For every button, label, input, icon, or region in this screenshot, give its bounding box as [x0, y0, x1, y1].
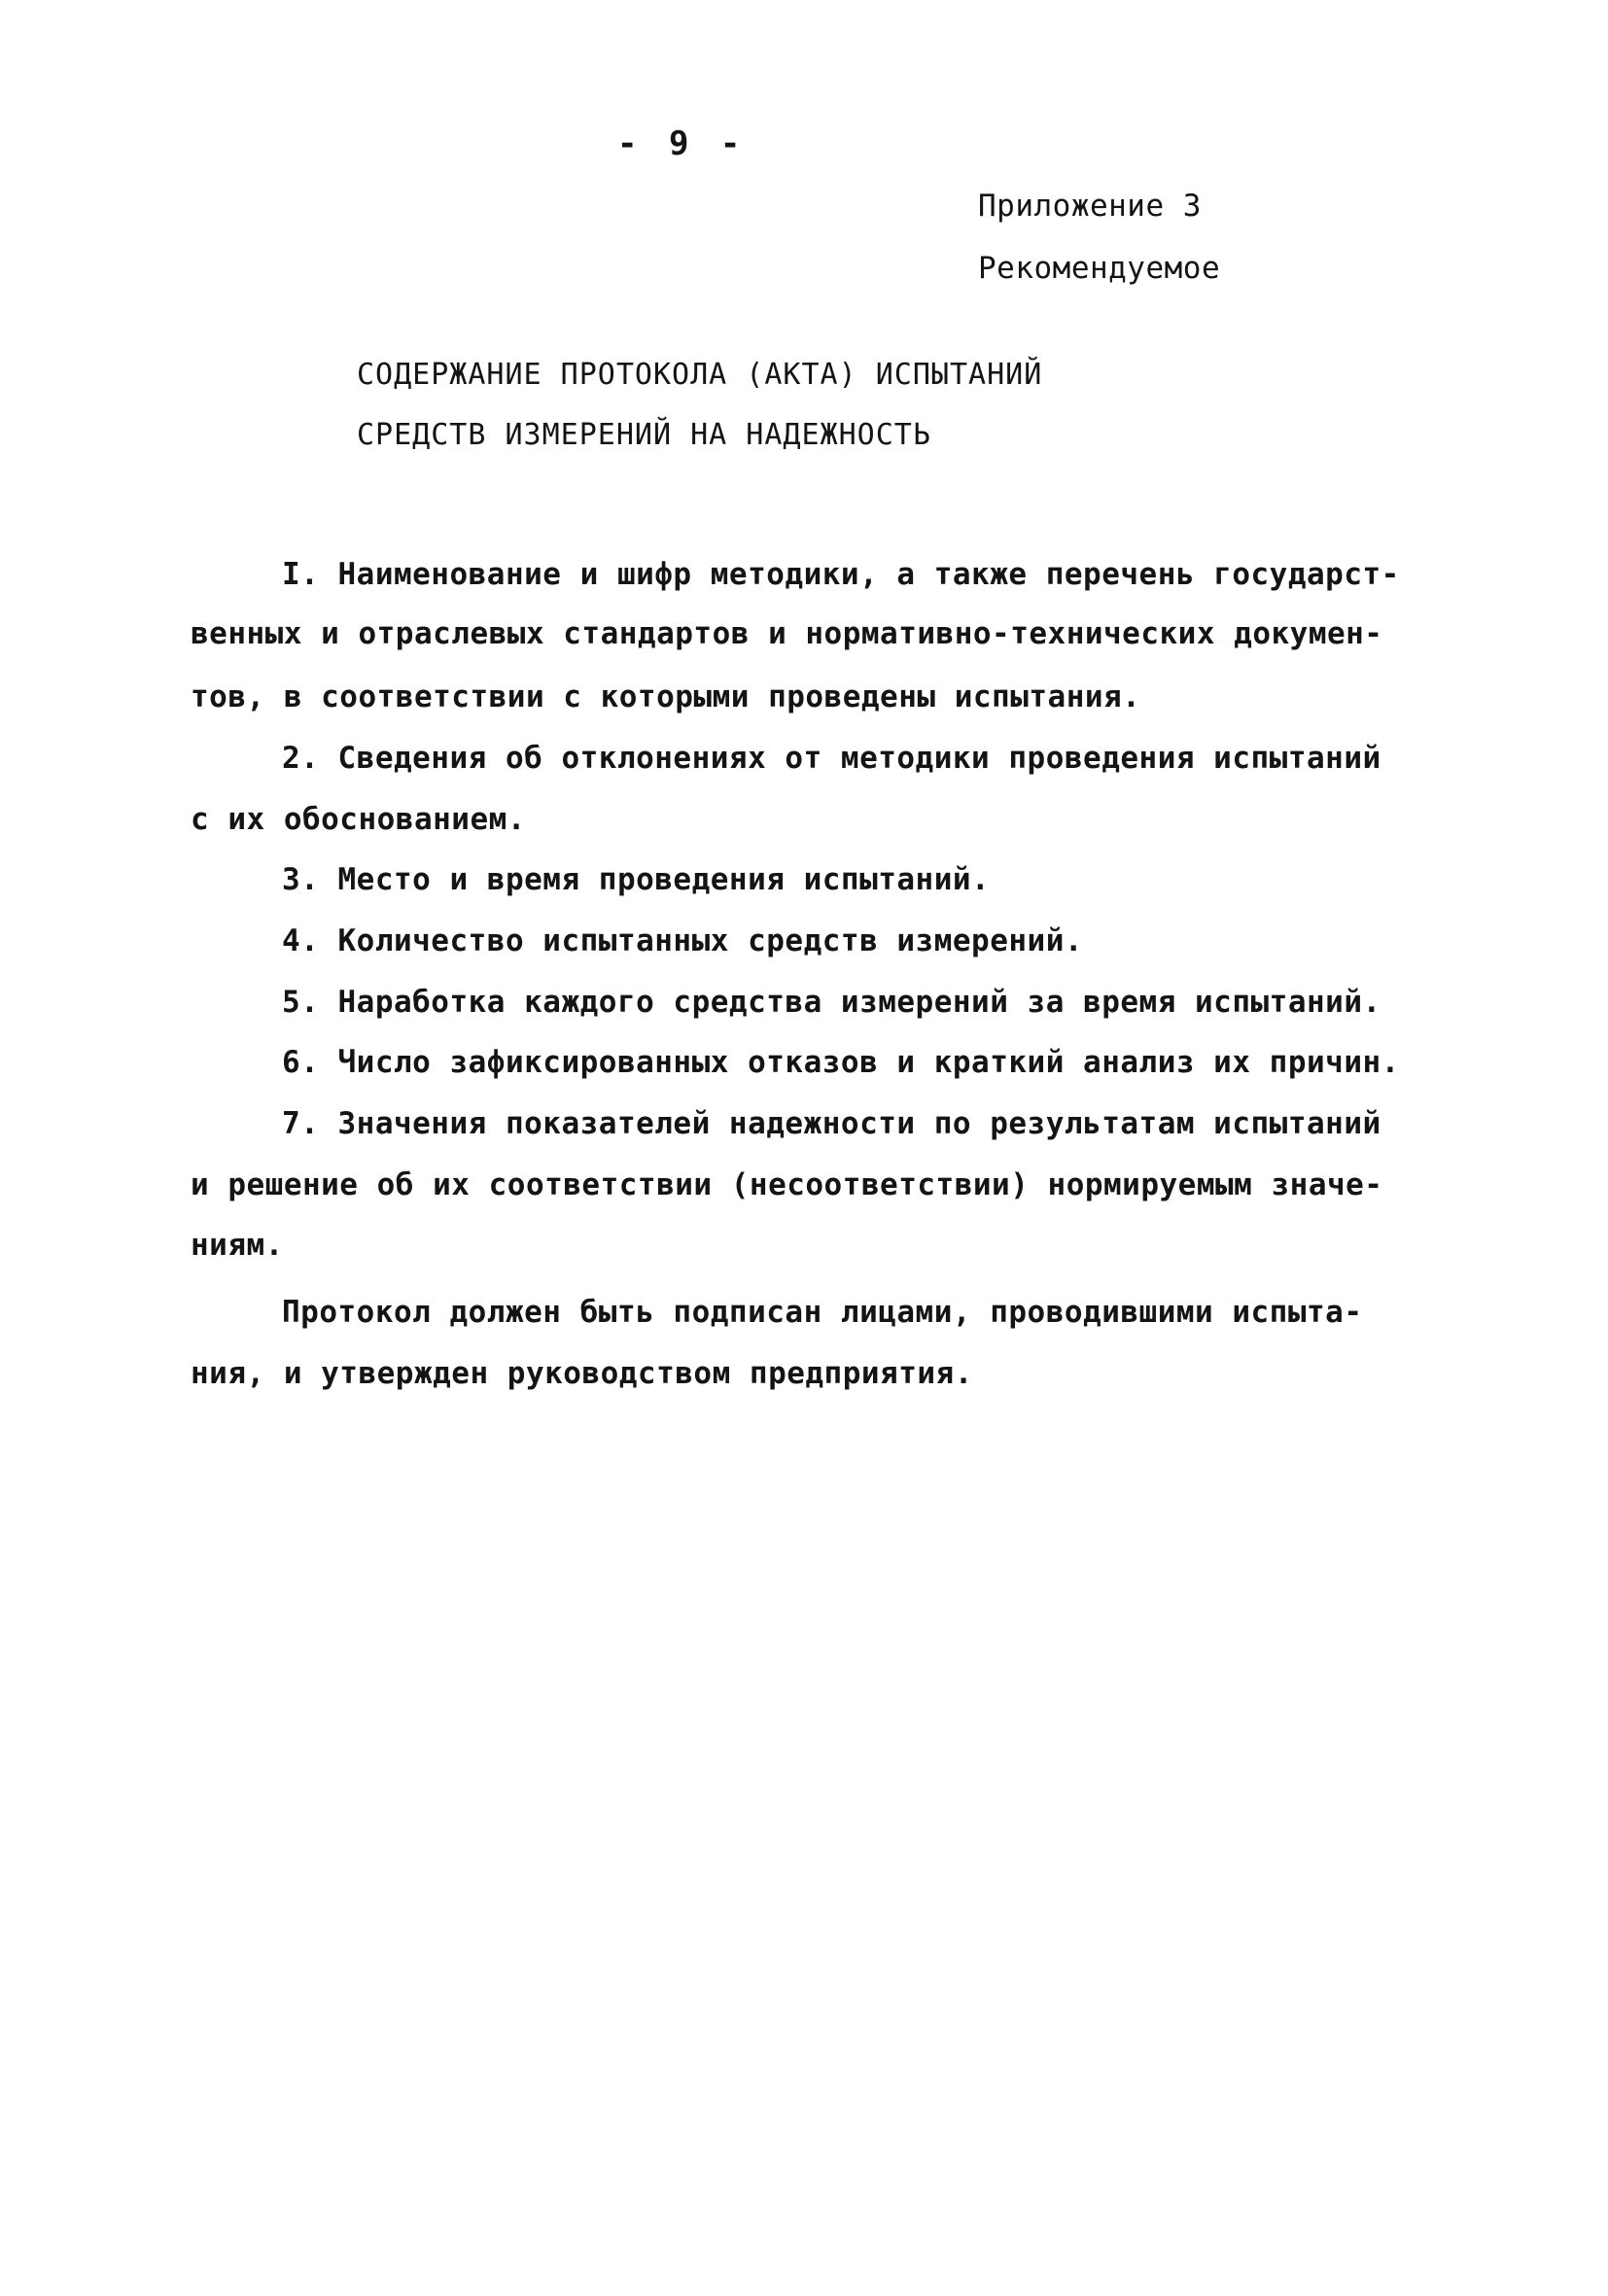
item-7-line-1: 7. Значения показателей надежности по результатам испытаний: [282, 1106, 1381, 1141]
page-number: - 9 -: [617, 124, 747, 163]
closing-paragraph-line-1: Протокол должен быть подписан лицами, проводившими испыта-: [282, 1295, 1363, 1330]
item-1-line-1: I. Наименование и шифр методики, а также перечень государст-: [282, 557, 1400, 592]
item-3: 3. Место и время проведения испытаний.: [282, 862, 991, 897]
item-2-line-1: 2. Сведения об отклонениях от методики проведения испытаний: [282, 741, 1381, 776]
item-4: 4. Количество испытанных средств измерений.: [282, 923, 1084, 958]
item-7-line-2: и решение об их соответствии (несоответствии) нормируемым значе-: [191, 1167, 1383, 1202]
closing-paragraph-line-2: ния, и утвержден руководством предприятия.: [191, 1356, 973, 1391]
appendix-status: Рекомендуемое: [978, 251, 1221, 286]
appendix-label: Приложение 3: [978, 189, 1202, 224]
item-6: 6. Число зафиксированных отказов и краткий анализ их причин.: [282, 1045, 1400, 1080]
item-5: 5. Наработка каждого средства измерений за время испытаний.: [282, 985, 1381, 1020]
document-title-line-2: СРЕДСТВ ИЗМЕРЕНИЙ НА НАДЕЖНОСТЬ: [357, 418, 931, 452]
item-1-line-3: тов, в соответствии с которыми проведены испытания.: [191, 679, 1141, 714]
item-7-line-3: ниям.: [191, 1228, 284, 1263]
document-title-line-1: СОДЕРЖАНИЕ ПРОТОКОЛА (АКТА) ИСПЫТАНИЙ: [357, 358, 1043, 392]
item-1-line-2: венных и отраслевых стандартов и нормативно-технических докумен-: [191, 616, 1383, 651]
item-2-line-2: с их обоснованием.: [191, 802, 526, 837]
